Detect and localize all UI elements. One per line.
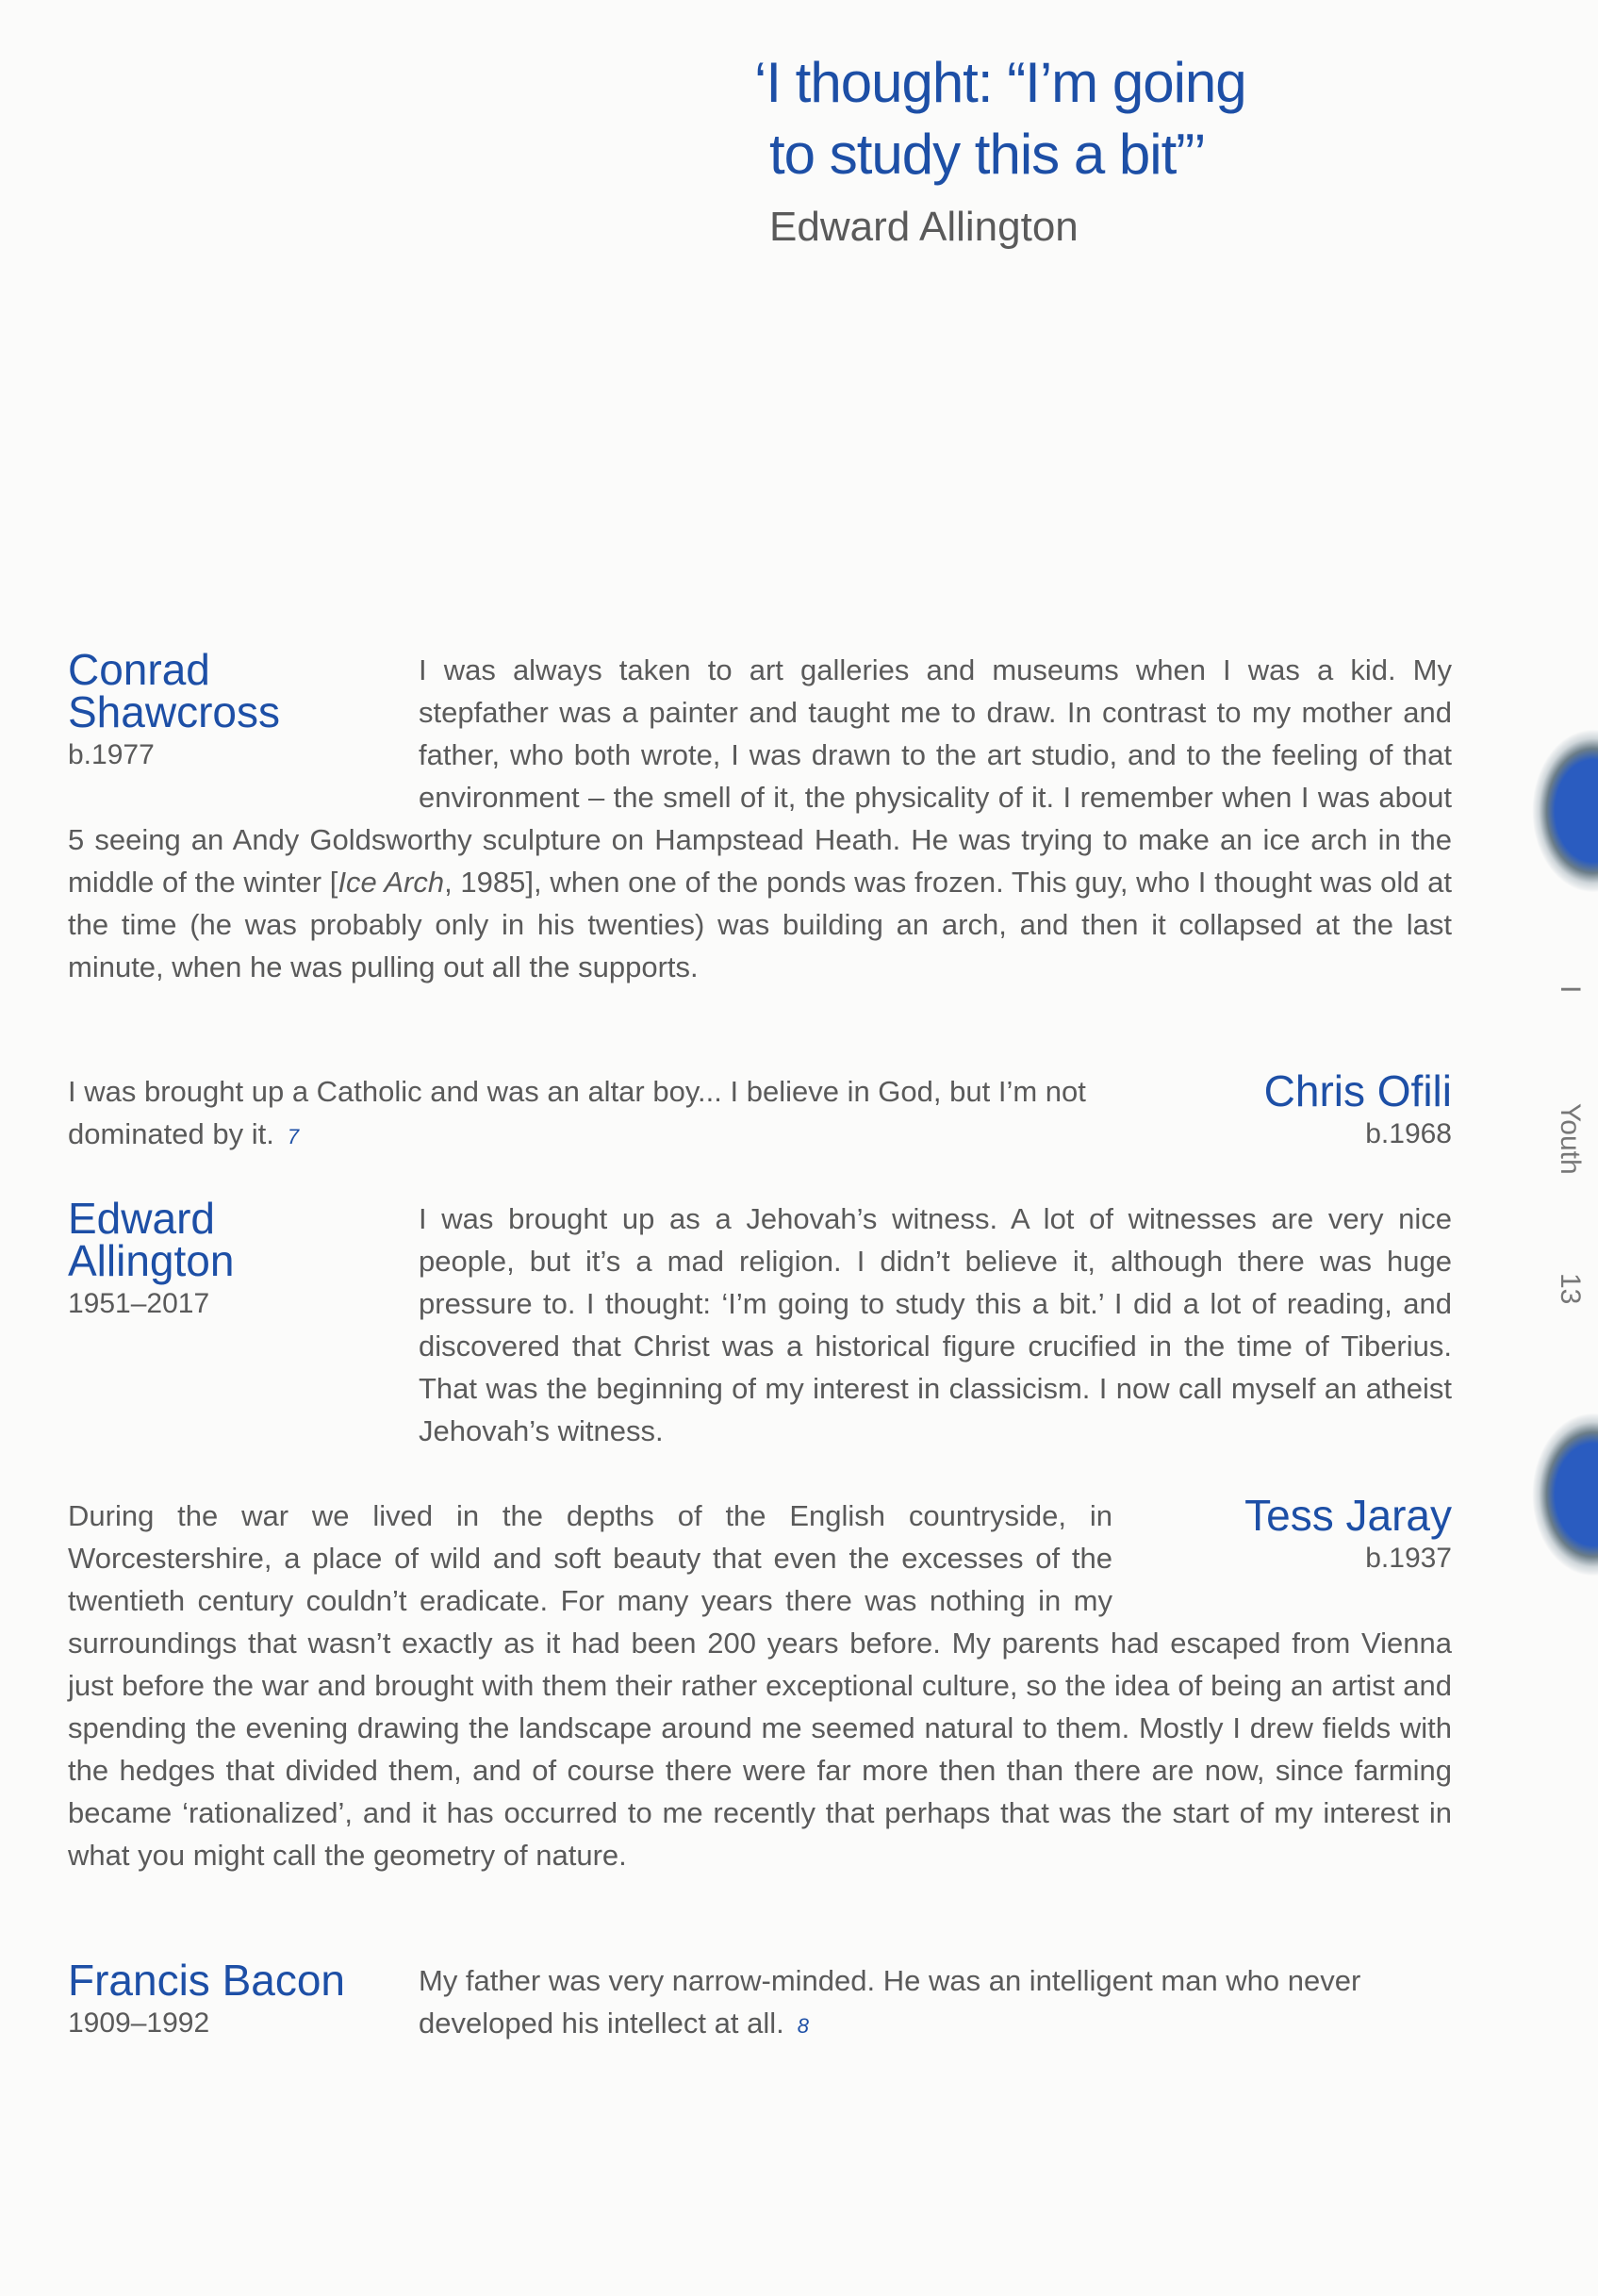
footnote-ref: 7 xyxy=(287,1125,300,1148)
artist-info xyxy=(1150,1066,1452,1155)
entry-francis-bacon xyxy=(68,1956,1452,2047)
quote-text-part: I was always taken to art galleries and museums when I was a kid. My stepfather was a painter and taught me to draw. In contrast to my mother and father, who both wrote, I was drawn to the art studio, and to the feeling of that environment – the smell of it, the physicality of it. I remember when I was about 5 seeing an Andy Goldsworthy sculpture on Hampstead Heath. He was trying to make an ice arch in the middle of the winter [ xyxy=(68,653,1452,899)
artist-name: Francis Bacon xyxy=(68,1956,346,2005)
entry-tess-jaray xyxy=(68,1491,1452,1876)
artist-info xyxy=(68,1956,419,2044)
entry-conrad-shawcross xyxy=(68,645,1453,988)
artwork-title: Ice Arch xyxy=(338,866,445,899)
artist-name xyxy=(68,1194,419,1285)
quote-text: During the war we lived in the depths of the English countryside, in Worcestershire, a place of wild and soft beauty that even the excesses of the twentieth century couldn’t eradicate. For many years there was nothing in my surroundings that wasn’t exactly as it had been 200 years before. My parents had escaped from Vienna just before the war and brought with them their rather exceptional culture, so the idea of being an artist and spending the evening drawing the landscape around me seemed natural to them. Mostly I drew fields with the hedges that divided them, and of course there were far more then than there are now, since farming became ‘rationalized’, and it has occurred to me recently that perhaps that was the start of my interest in what you might call the geometry of nature. xyxy=(68,1499,1452,1872)
pull-quote-line: ‘I thought: “I’m going xyxy=(754,51,1246,114)
artist-name: Chris Ofili xyxy=(1263,1066,1452,1115)
pull-quote-text xyxy=(754,47,1414,190)
artist-info xyxy=(68,645,419,818)
section-number: I xyxy=(1555,985,1586,994)
artist-dates: 1909–1992 xyxy=(68,2007,210,2039)
quote-text-part: My father was very narrow-minded. He was an intelligent man who never developed his intellect at all. xyxy=(419,1964,1361,2040)
artist-dates: b.1968 xyxy=(1365,1118,1452,1149)
artist-dates: b.1977 xyxy=(68,739,155,770)
quote-text-part: I was brought up a Catholic and was an altar boy... I believe in God, but I’m not dominated by it. xyxy=(68,1075,1086,1150)
artist-name-line: Conrad xyxy=(68,645,210,694)
footnote-ref: 8 xyxy=(797,2014,809,2038)
artist-name xyxy=(68,645,419,736)
section-title: Youth xyxy=(1555,1103,1586,1175)
artist-dates: b.1937 xyxy=(1365,1543,1452,1574)
artist-info xyxy=(1112,1491,1452,1622)
decorative-disc-image xyxy=(1508,1381,1598,1608)
entry-chris-ofili xyxy=(68,1066,1452,1158)
artist-name-line: Shawcross xyxy=(68,687,280,736)
pull-quote-line: to study this a bit”’ xyxy=(769,123,1206,186)
quote-text-part: , 1985], when one of the ponds was frozen. This guy, who I thought was old at the time (he was probably only in his twenties) was building an arch, and then it collapsed at the last minute, when he was pulling out all the supports. xyxy=(68,866,1453,983)
artist-info xyxy=(68,1194,419,1480)
artist-name: Tess Jaray xyxy=(1244,1491,1452,1540)
artist-dates: 1951–2017 xyxy=(68,1288,210,1319)
pull-quote xyxy=(754,47,1414,251)
pull-quote-author: Edward Allington xyxy=(769,204,1079,250)
artist-name-line: Edward xyxy=(68,1194,215,1243)
quote-text: I was brought up as a Jehovah’s witness. A lot of witnesses are very nice people, but it’s a mad religion. I didn’t believe it, although there was huge pressure to. I thought: ‘I’m going to study this a bit.’ I did a lot of reading, and discovered that Christ was a historical figure crucified in the time of Tiberius. That was the beginning of my interest in classicism. I now call myself an atheist Jehovah’s witness. xyxy=(419,1202,1452,1447)
page-number: 13 xyxy=(1555,1273,1586,1305)
quote-text xyxy=(68,1070,1114,1158)
artist-name-line: Allington xyxy=(68,1236,235,1285)
decorative-disc-image xyxy=(1508,698,1598,924)
entry-edward-allington xyxy=(68,1194,1452,1480)
